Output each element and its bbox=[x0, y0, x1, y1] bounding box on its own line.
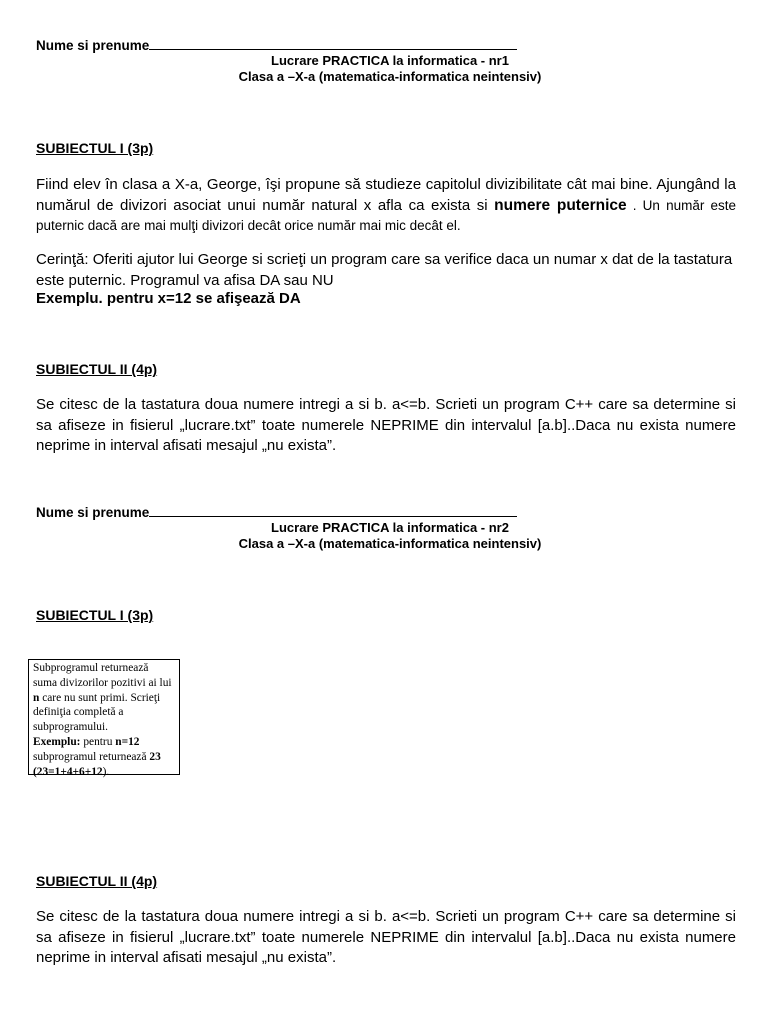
subprogram-box bbox=[28, 659, 180, 778]
box-example-n: n=12 bbox=[115, 735, 140, 748]
test-title-2: Lucrare PRACTICA la informatica - nr2 bbox=[271, 520, 509, 535]
box-text-a: Subprogramul returnează suma divizorilor pozitivi ai lui bbox=[33, 662, 172, 689]
subject-2-heading-2: SUBIECTUL II (4p) bbox=[36, 873, 158, 889]
box-var-n: n bbox=[33, 691, 40, 704]
name-label-text-2: Nume si prenume bbox=[36, 505, 150, 520]
name-field-label bbox=[36, 37, 517, 53]
name-field-label-2 bbox=[36, 504, 517, 520]
subject-2-heading: SUBIECTUL II (4p) bbox=[36, 361, 158, 377]
subject-1-heading: SUBIECTUL I (3p) bbox=[36, 140, 154, 156]
box-example-label: Exemplu: bbox=[33, 735, 81, 748]
p1-text-a: Fiind elev în clasa a X-a, George, îşi propune să studieze capitolul divizibilitate cât mai bine. Ajungând la numărul de divizori asociat unui număr natural x afla ca exista si bbox=[36, 176, 736, 214]
subject-1-paragraph bbox=[36, 175, 736, 237]
box-example-result: 23 (23=1+4+6+12 bbox=[33, 750, 161, 778]
requirement-label: Cerinţă: bbox=[36, 251, 89, 268]
p1-strong-term: numere puternice bbox=[494, 196, 627, 214]
class-subtitle-2: Clasa a –X-a (matematica-informatica neintensiv) bbox=[238, 536, 542, 551]
test-title: Lucrare PRACTICA la informatica - nr1 bbox=[271, 53, 509, 68]
name-blank-line-2 bbox=[149, 504, 517, 517]
requirement-paragraph bbox=[36, 250, 736, 291]
class-subtitle: Clasa a –X-a (matematica-informatica neintensiv) bbox=[238, 69, 542, 84]
p1-text-b: . Un număr este puternic dacă are mai mulţi divizori decât orice număr mai mic decât el. bbox=[36, 197, 737, 233]
subject-2-paragraph: Se citesc de la tastatura doua numere intregi a si b. a<=b. Scrieti un program C++ care sa determine si sa afiseze in fisierul „lucrare.txt” toate numerele NEPRIME din intervalul [a.b]..Daca nu exista numere neprime in interval afisati mesajul „nu exista”. bbox=[36, 396, 736, 454]
name-label-text: Nume si prenume bbox=[36, 38, 150, 53]
subject-2-paragraph-2: Se citesc de la tastatura doua numere intregi a si b. a<=b. Scrieti un program C++ care sa determine si sa afiseze in fisierul „lucrare.txt” toate numerele NEPRIME din intervalul [a.b]..Daca nu exista numere neprime in interval afisati mesajul „nu exista”. bbox=[36, 908, 736, 966]
example-line: Exemplu. pentru x=12 se afişează DA bbox=[36, 290, 301, 307]
name-blank-line bbox=[149, 37, 517, 50]
requirement-text: Oferiti ajutor lui George si scrieţi un program care sa verifice daca un numar x dat de la tastatura este puternic. Programul va afisa DA sau NU bbox=[36, 251, 733, 289]
subject-1-heading-2: SUBIECTUL I (3p) bbox=[36, 607, 154, 623]
box-example-end: ). bbox=[102, 765, 110, 778]
box-text-b: care nu sunt primi. Scrieţi definiţia completă a subprogramului. bbox=[33, 691, 161, 734]
box-example-text: pentru bbox=[80, 735, 116, 748]
box-example-text2: subprogramul returnează bbox=[33, 750, 150, 763]
